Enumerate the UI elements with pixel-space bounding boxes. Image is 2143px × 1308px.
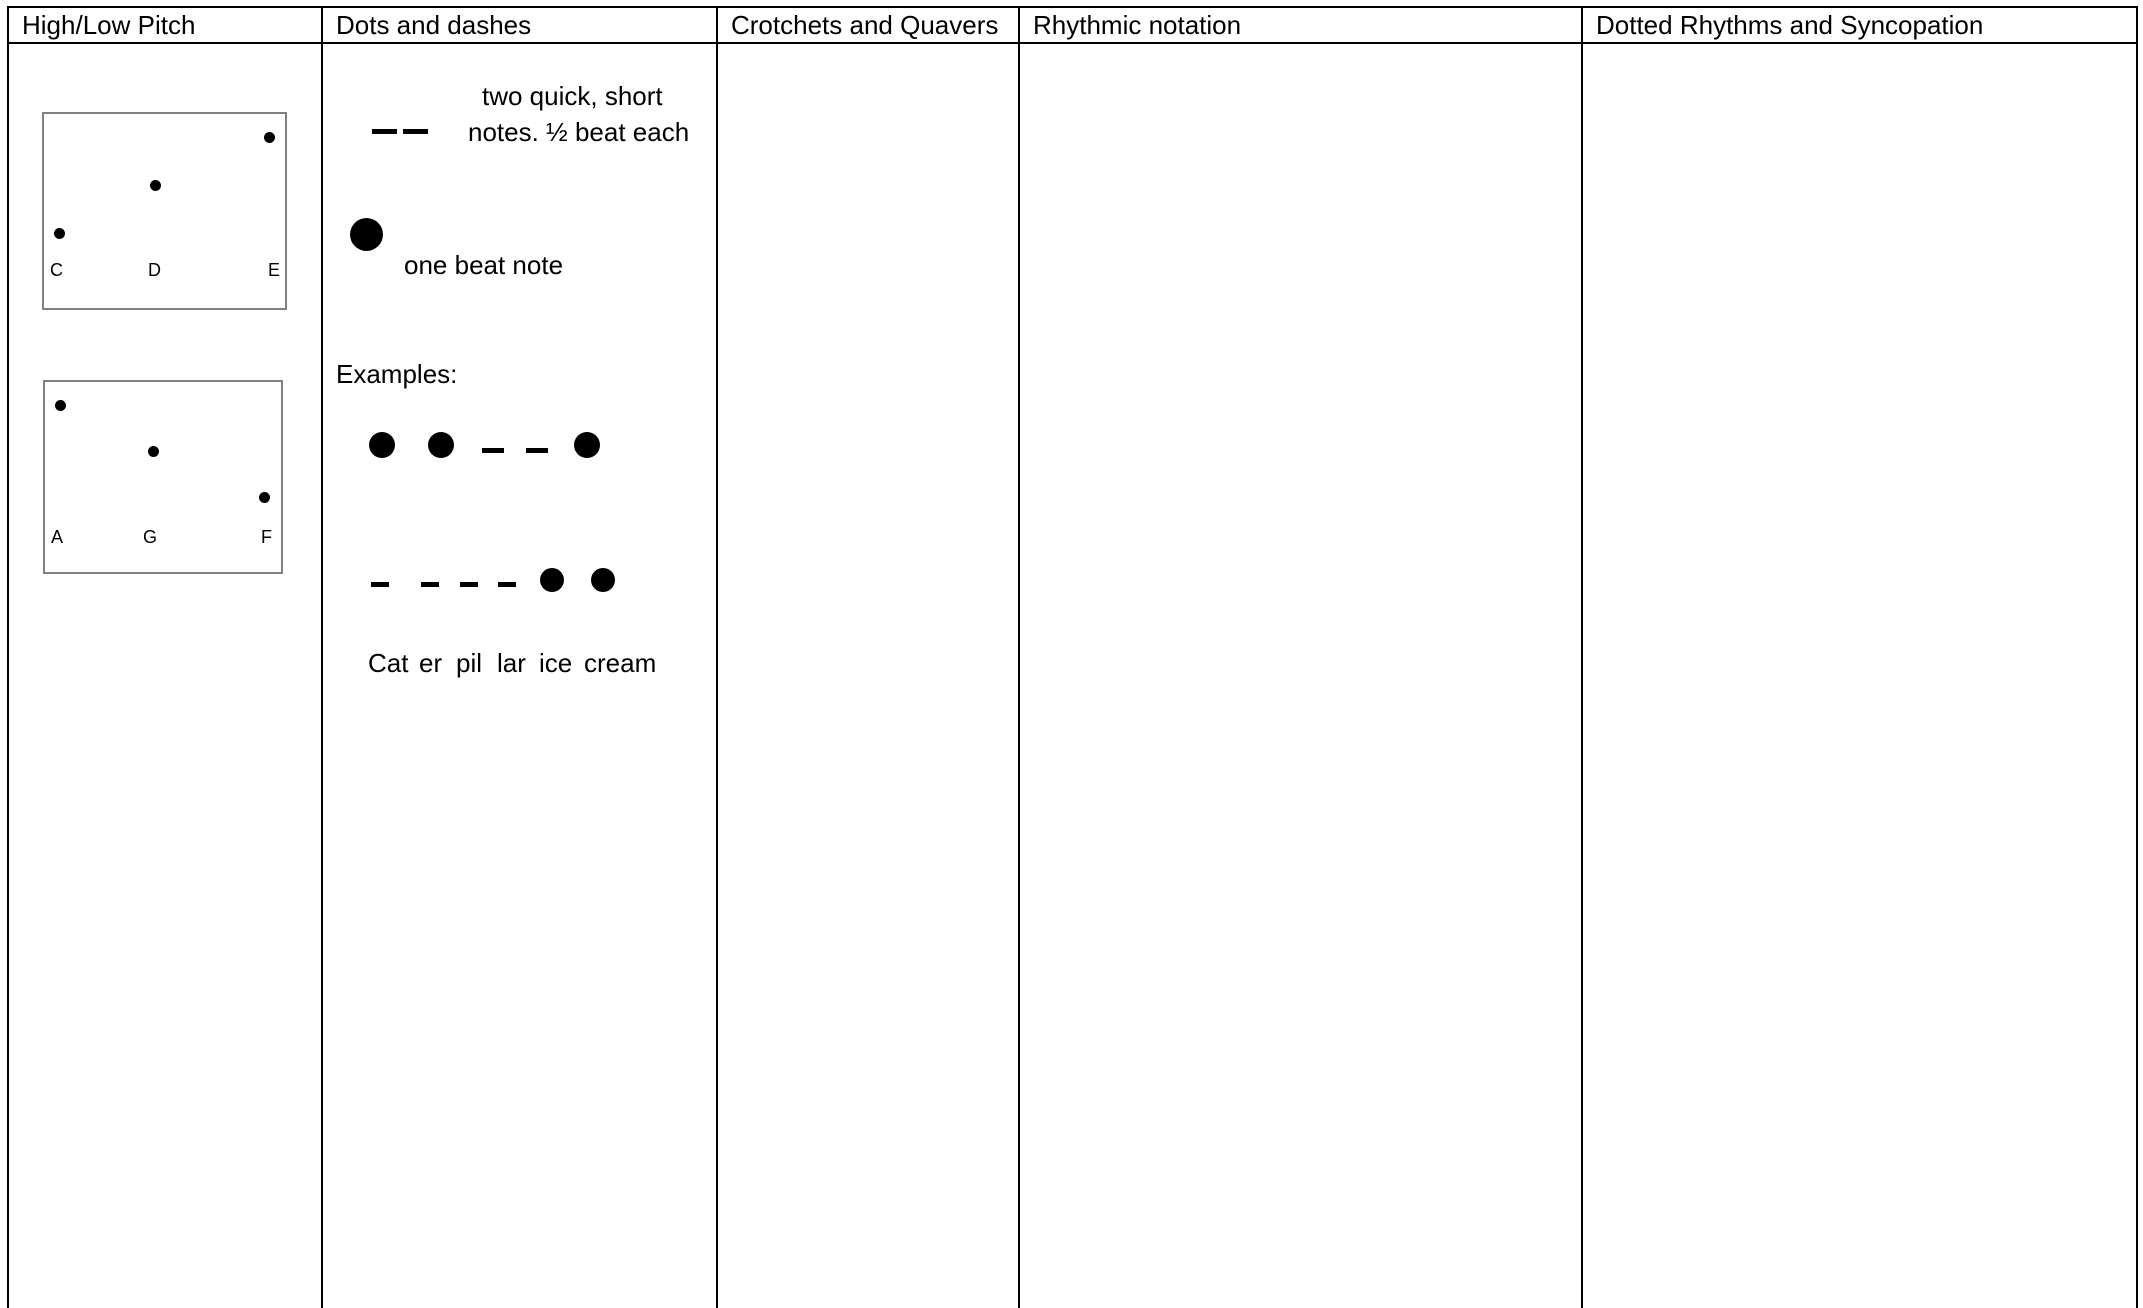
- example2-dot-2: [591, 568, 615, 592]
- pitch-label-d: D: [148, 260, 161, 280]
- example1-dot-1: [369, 432, 395, 458]
- header-dotted-rhythms: Dotted Rhythms and Syncopation: [1596, 10, 1984, 40]
- pitch-label-g: G: [143, 527, 158, 547]
- header-crotchets-and-quavers: Crotchets and Quavers: [731, 10, 999, 40]
- syllable-cream: cream: [584, 648, 657, 678]
- beat-description: one beat note: [404, 250, 564, 280]
- example1-dash-2: [526, 448, 548, 453]
- syllable-ice: ice: [539, 648, 573, 678]
- examples-label: Examples:: [336, 359, 458, 389]
- example2-dash-2: [421, 582, 439, 587]
- pitch-label-f: F: [261, 527, 272, 547]
- header-rhythmic-notation: Rhythmic notation: [1033, 10, 1242, 40]
- syllable-cat: Cat: [368, 648, 409, 678]
- pitch-label-e: E: [268, 260, 281, 280]
- dash-description-line2: notes. ½ beat each: [468, 117, 690, 147]
- pitch-dot-a: [55, 400, 66, 411]
- legend-dash-2: [403, 129, 428, 134]
- pitch-dot-g: [148, 446, 159, 457]
- column-divider-1: [321, 6, 323, 1308]
- pitch-diagram-falling: [43, 380, 283, 574]
- legend-beat-dot: [350, 218, 383, 251]
- syllable-lar: lar: [497, 648, 526, 678]
- dash-description-line1: two quick, short: [482, 81, 663, 111]
- pitch-dot-c: [54, 228, 65, 239]
- column-divider-4: [1581, 6, 1583, 1308]
- example2-dot-1: [540, 568, 564, 592]
- pitch-label-c: C: [50, 260, 63, 280]
- pitch-dot-f: [259, 492, 270, 503]
- example2-dash-1: [371, 582, 389, 587]
- column-divider-right: [2136, 6, 2138, 1308]
- syllable-er: er: [419, 648, 443, 678]
- column-divider-left: [7, 6, 9, 1308]
- example1-dot-2: [428, 432, 454, 458]
- legend-dash-1: [372, 129, 397, 134]
- header-dots-and-dashes: Dots and dashes: [336, 10, 532, 40]
- header-bottom-border: [7, 42, 2138, 44]
- syllable-pil: pil: [456, 648, 483, 678]
- column-divider-3: [1018, 6, 1020, 1308]
- pitch-dot-e: [264, 132, 275, 143]
- example1-dash-1: [482, 448, 504, 453]
- pitch-diagram-rising: [42, 112, 287, 310]
- example1-dot-3: [574, 432, 600, 458]
- example2-dash-4: [498, 582, 516, 587]
- pitch-dot-d: [150, 180, 161, 191]
- example2-dash-3: [460, 582, 478, 587]
- pitch-label-a: A: [51, 527, 64, 547]
- header-high-low-pitch: High/Low Pitch: [22, 10, 196, 40]
- column-divider-2: [716, 6, 718, 1308]
